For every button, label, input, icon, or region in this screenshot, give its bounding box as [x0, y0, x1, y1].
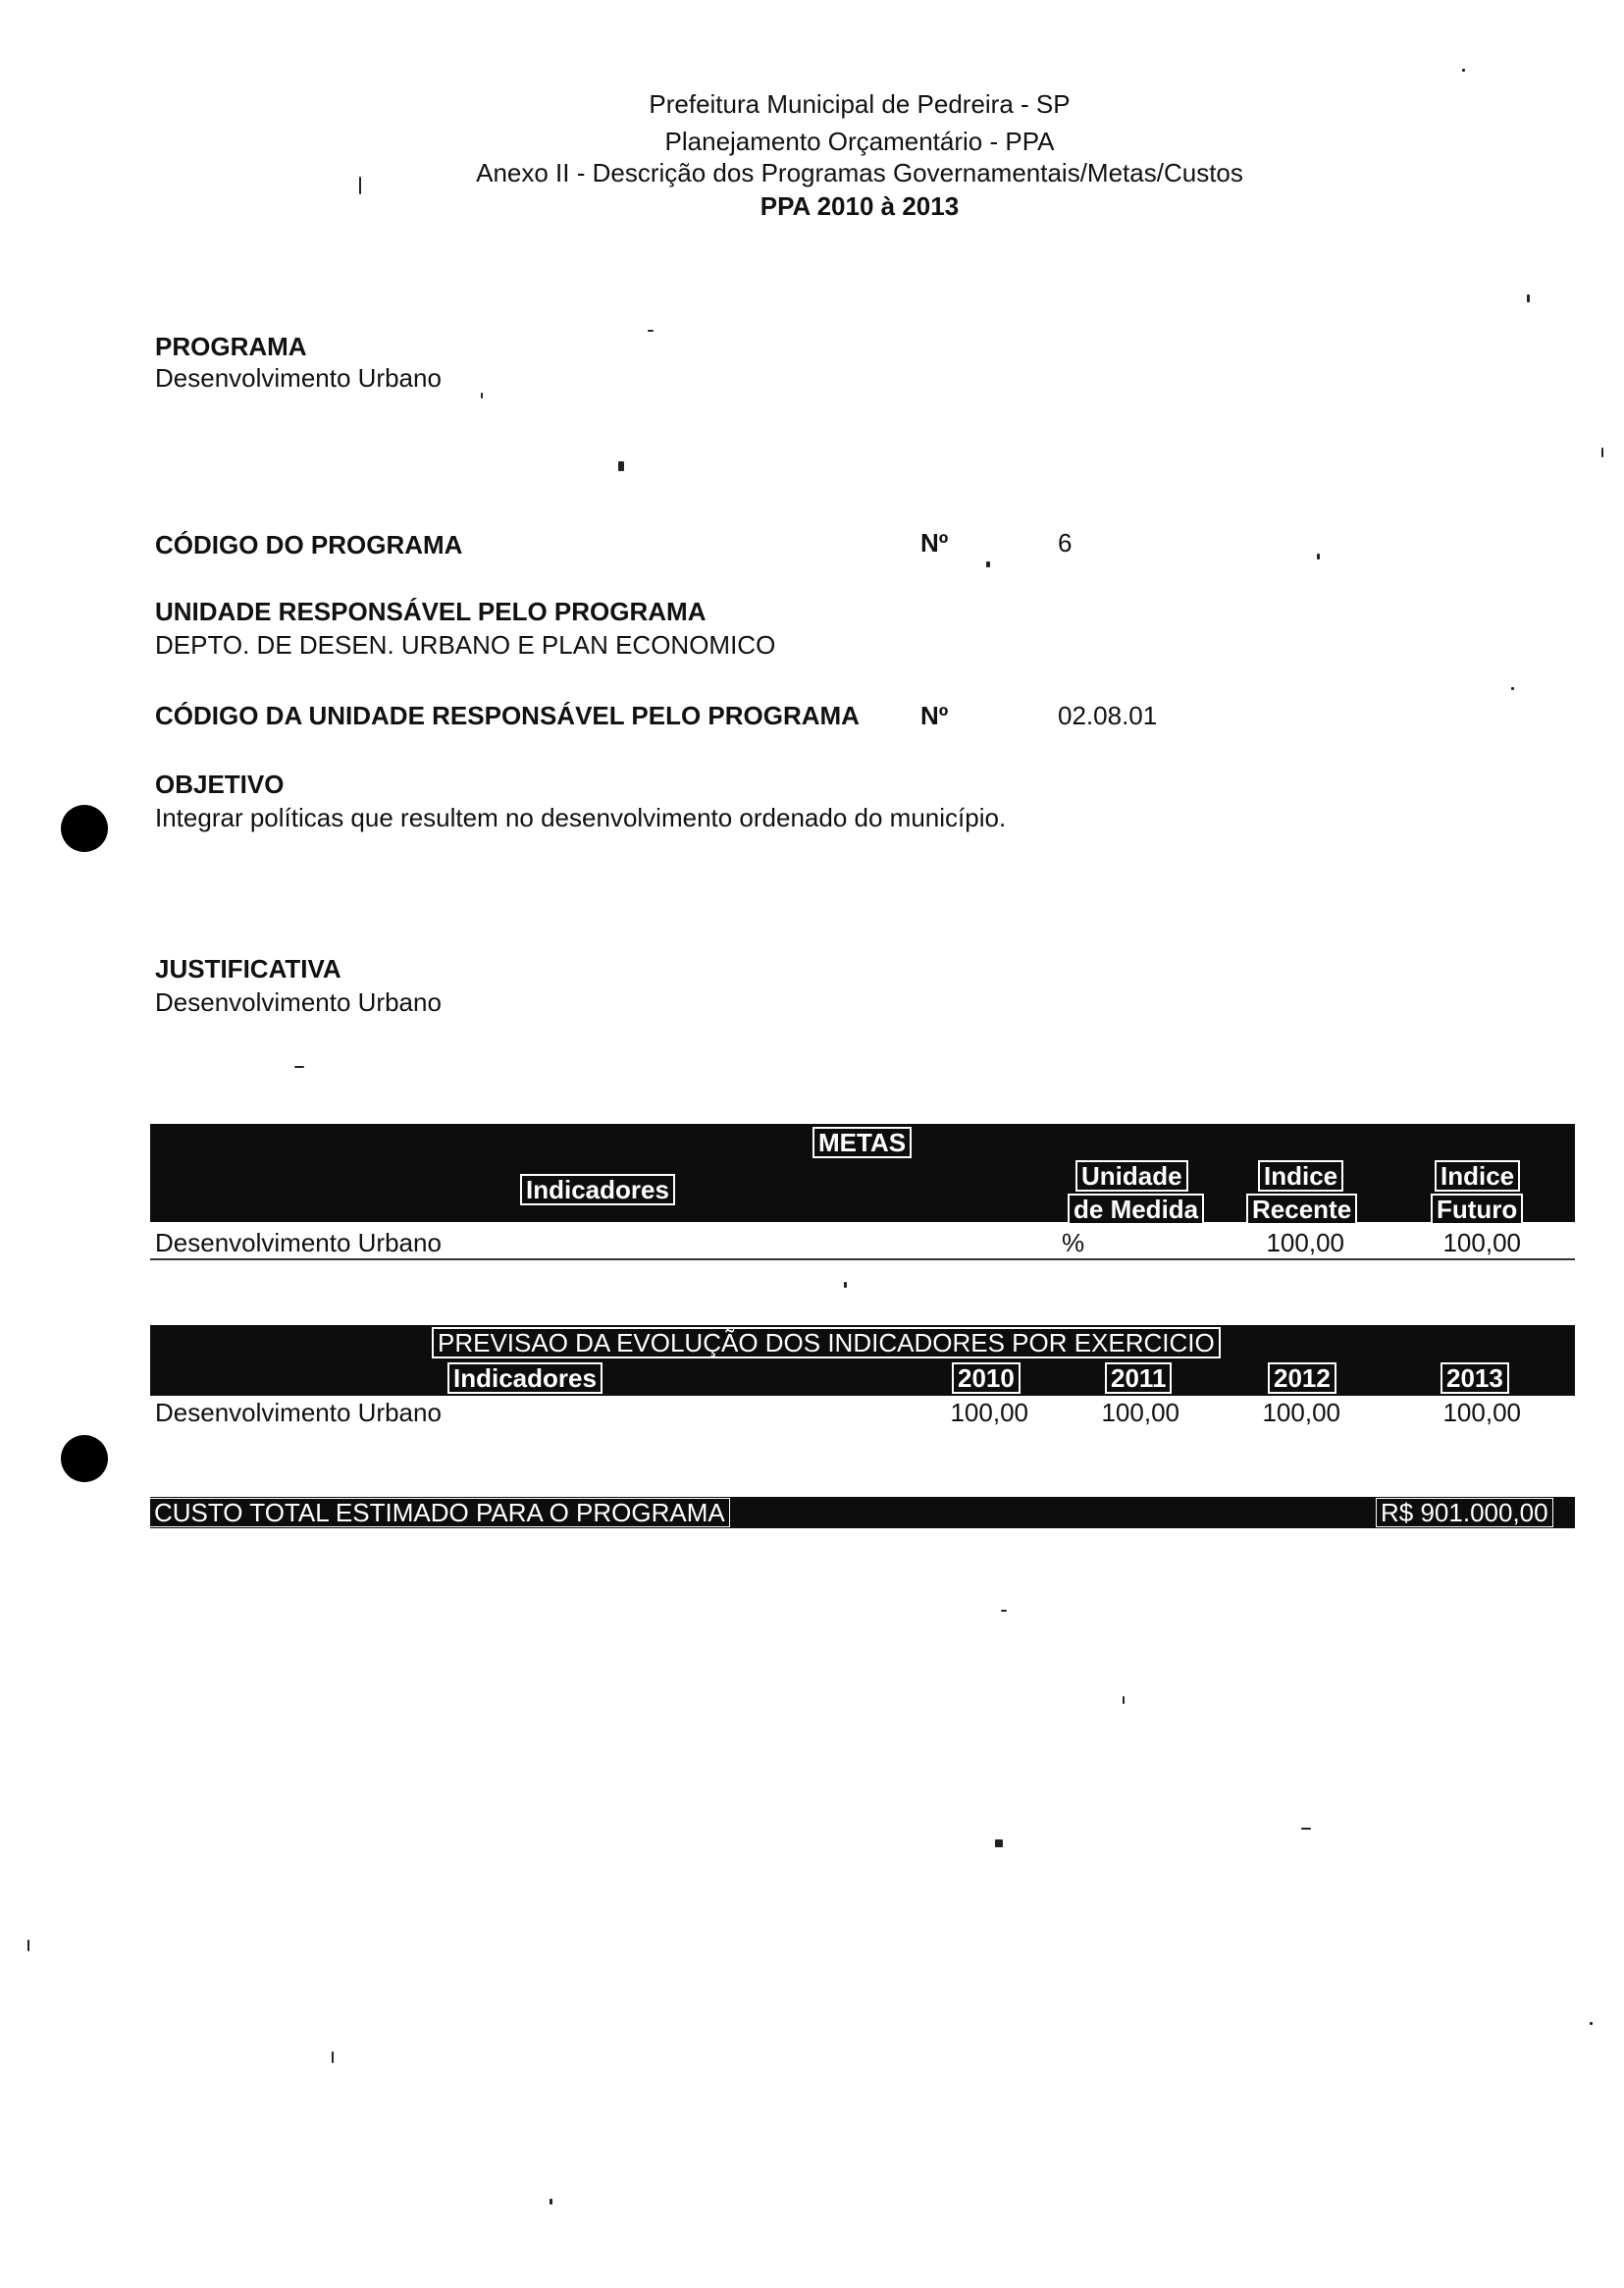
- metas-row-unidade: %: [1062, 1228, 1085, 1257]
- codigo-unidade-no-label: Nº: [920, 701, 949, 730]
- codigo-programa-label: CÓDIGO DO PROGRAMA: [155, 530, 463, 559]
- metas-row-recente: 100,00: [1266, 1228, 1344, 1257]
- metas-col-recente-1: Indice: [1258, 1160, 1343, 1192]
- previsao-year-2013: 2013: [1441, 1362, 1509, 1394]
- custo-value: R$ 901.000,00: [1376, 1498, 1553, 1527]
- punch-hole-top: [61, 805, 108, 852]
- programa-value: Desenvolvimento Urbano: [155, 363, 442, 393]
- objetivo-value: Integrar políticas que resultem no desenvolvimento ordenado do município.: [155, 803, 1007, 832]
- metas-row-indicador: Desenvolvimento Urbano: [155, 1228, 442, 1257]
- metas-row-rule: [150, 1258, 1575, 1260]
- previsao-year-2012: 2012: [1268, 1362, 1336, 1394]
- codigo-programa-value: 6: [1058, 528, 1073, 558]
- metas-col-indicadores: Indicadores: [520, 1174, 675, 1205]
- header-line-4: PPA 2010 à 2013: [760, 191, 960, 221]
- previsao-row-2010: 100,00: [950, 1398, 1028, 1427]
- previsao-row-2013: 100,00: [1442, 1398, 1521, 1427]
- previsao-year-2011: 2011: [1105, 1362, 1172, 1394]
- previsao-row-indicador: Desenvolvimento Urbano: [155, 1398, 442, 1427]
- metas-col-unidade-2: de Medida: [1068, 1194, 1204, 1225]
- justificativa-value: Desenvolvimento Urbano: [155, 987, 442, 1017]
- codigo-programa-no-label: Nº: [920, 528, 949, 558]
- programa-label: PROGRAMA: [155, 332, 307, 361]
- metas-title: METAS: [812, 1127, 912, 1158]
- custo-label: CUSTO TOTAL ESTIMADO PARA O PROGRAMA: [149, 1498, 730, 1527]
- previsao-col-indicadores: Indicadores: [447, 1362, 602, 1394]
- metas-col-recente-2: Recente: [1246, 1194, 1357, 1225]
- unidade-label: UNIDADE RESPONSÁVEL PELO PROGRAMA: [155, 597, 707, 626]
- header-line-2: Planejamento Orçamentário - PPA: [664, 127, 1055, 156]
- header-line-1: Prefeitura Municipal de Pedreira - SP: [649, 89, 1071, 119]
- codigo-unidade-value: 02.08.01: [1058, 701, 1158, 730]
- previsao-title: PREVISAO DA EVOLUÇÃO DOS INDICADORES POR EXERCICIO: [432, 1327, 1221, 1358]
- justificativa-label: JUSTIFICATIVA: [155, 954, 341, 984]
- metas-col-unidade-1: Unidade: [1075, 1160, 1188, 1192]
- header-line-3: Anexo II - Descrição dos Programas Governamentais/Metas/Custos: [476, 158, 1243, 187]
- codigo-unidade-label: CÓDIGO DA UNIDADE RESPONSÁVEL PELO PROGRAMA: [155, 701, 860, 730]
- previsao-year-2010: 2010: [952, 1362, 1021, 1394]
- metas-col-futuro-2: Futuro: [1431, 1194, 1523, 1225]
- punch-hole-bottom: [61, 1435, 108, 1482]
- objetivo-label: OBJETIVO: [155, 770, 285, 799]
- metas-col-futuro-1: Indice: [1435, 1160, 1520, 1192]
- unidade-value: DEPTO. DE DESEN. URBANO E PLAN ECONOMICO: [155, 630, 776, 660]
- metas-row-futuro: 100,00: [1442, 1228, 1521, 1257]
- previsao-row-2012: 100,00: [1262, 1398, 1340, 1427]
- previsao-row-2011: 100,00: [1101, 1398, 1179, 1427]
